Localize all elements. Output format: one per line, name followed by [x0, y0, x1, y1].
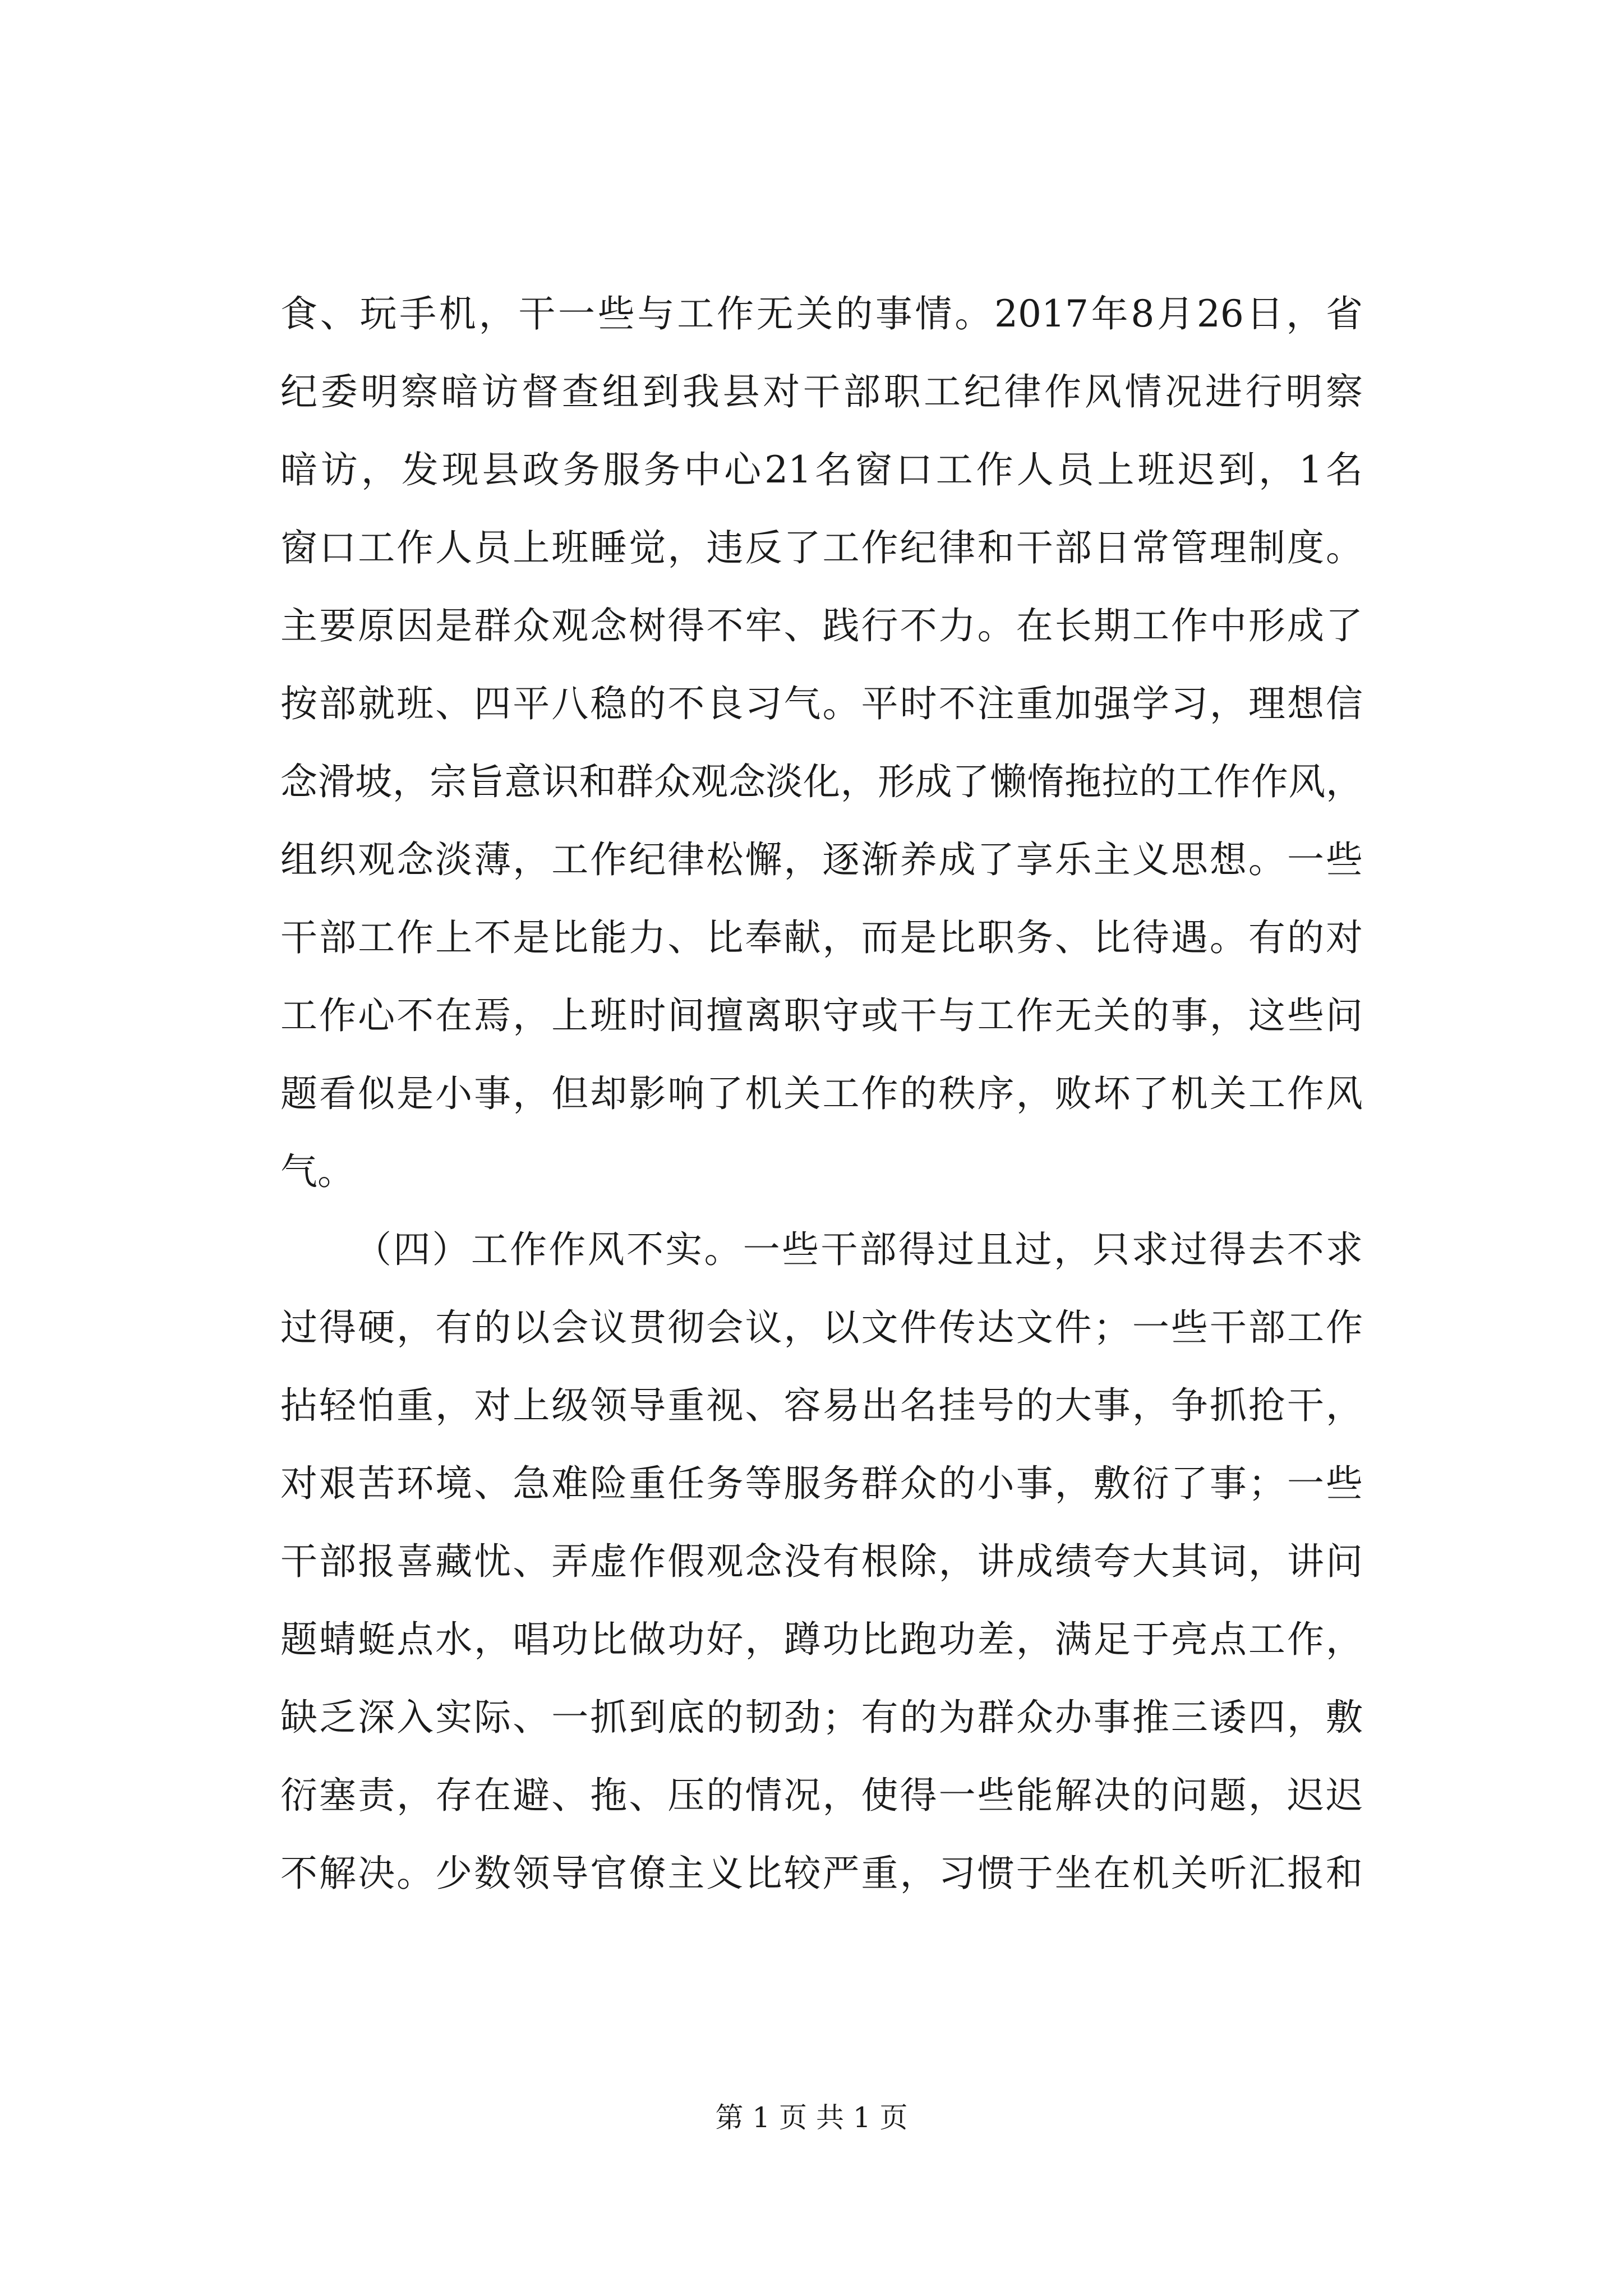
text-line: 窗口工作人员上班睡觉，违反了工作纪律和干部日常管理制度。	[280, 526, 1363, 569]
text-line: 工作心不在焉，上班时间擅离职守或干与工作无关的事，这些问	[280, 994, 1363, 1037]
text-line: 食、玩手机，干一些与工作无关的事情。2017年8月26日，省	[280, 292, 1363, 335]
text-line: 组织观念淡薄，工作纪律松懈，逐渐养成了享乐主义思想。一些	[280, 838, 1363, 881]
text-line: 干部工作上不是比能力、比奉献，而是比职务、比待遇。有的对	[280, 916, 1363, 959]
text-line: 题蜻蜓点水，唱功比做功好，蹲功比跑功差，满足于亮点工作，	[280, 1618, 1363, 1661]
page-footer: 第 1 页 共 1 页	[715, 2101, 908, 2134]
text-line: 暗访，发现县政务服务中心21名窗口工作人员上班迟到，1名	[280, 448, 1363, 491]
section-heading-line: （四）工作作风不实。一些干部得过且过，只求过得去不求	[354, 1228, 1363, 1271]
text-line: 念滑坡，宗旨意识和群众观念淡化，形成了懒惰拖拉的工作作风，	[280, 760, 1363, 803]
text-line: 过得硬，有的以会议贯彻会议，以文件传达文件；一些干部工作	[280, 1306, 1363, 1349]
text-line: 对艰苦环境、急难险重任务等服务群众的小事，敷衍了事；一些	[280, 1462, 1363, 1505]
text-line: 拈轻怕重，对上级领导重视、容易出名挂号的大事，争抓抢干，	[280, 1384, 1363, 1427]
text-line: 缺乏深入实际、一抓到底的韧劲；有的为群众办事推三诿四，敷	[280, 1696, 1363, 1739]
text-line: 题看似是小事，但却影响了机关工作的秩序，败坏了机关工作风	[280, 1072, 1363, 1115]
text-line: 气。	[280, 1150, 354, 1193]
text-line: 纪委明察暗访督查组到我县对干部职工纪律作风情况进行明察	[280, 370, 1363, 413]
text-line: 按部就班、四平八稳的不良习气。平时不注重加强学习，理想信	[280, 682, 1363, 725]
text-line: 主要原因是群众观念树得不牢、践行不力。在长期工作中形成了	[280, 604, 1363, 647]
text-line: 不解决。少数领导官僚主义比较严重，习惯于坐在机关听汇报和	[280, 1852, 1363, 1895]
text-line: 衍塞责，存在避、拖、压的情况，使得一些能解决的问题，迟迟	[280, 1774, 1363, 1817]
document-body	[280, 275, 1363, 1912]
text-line: 干部报喜藏忧、弄虚作假观念没有根除，讲成绩夸大其词，讲问	[280, 1540, 1363, 1583]
